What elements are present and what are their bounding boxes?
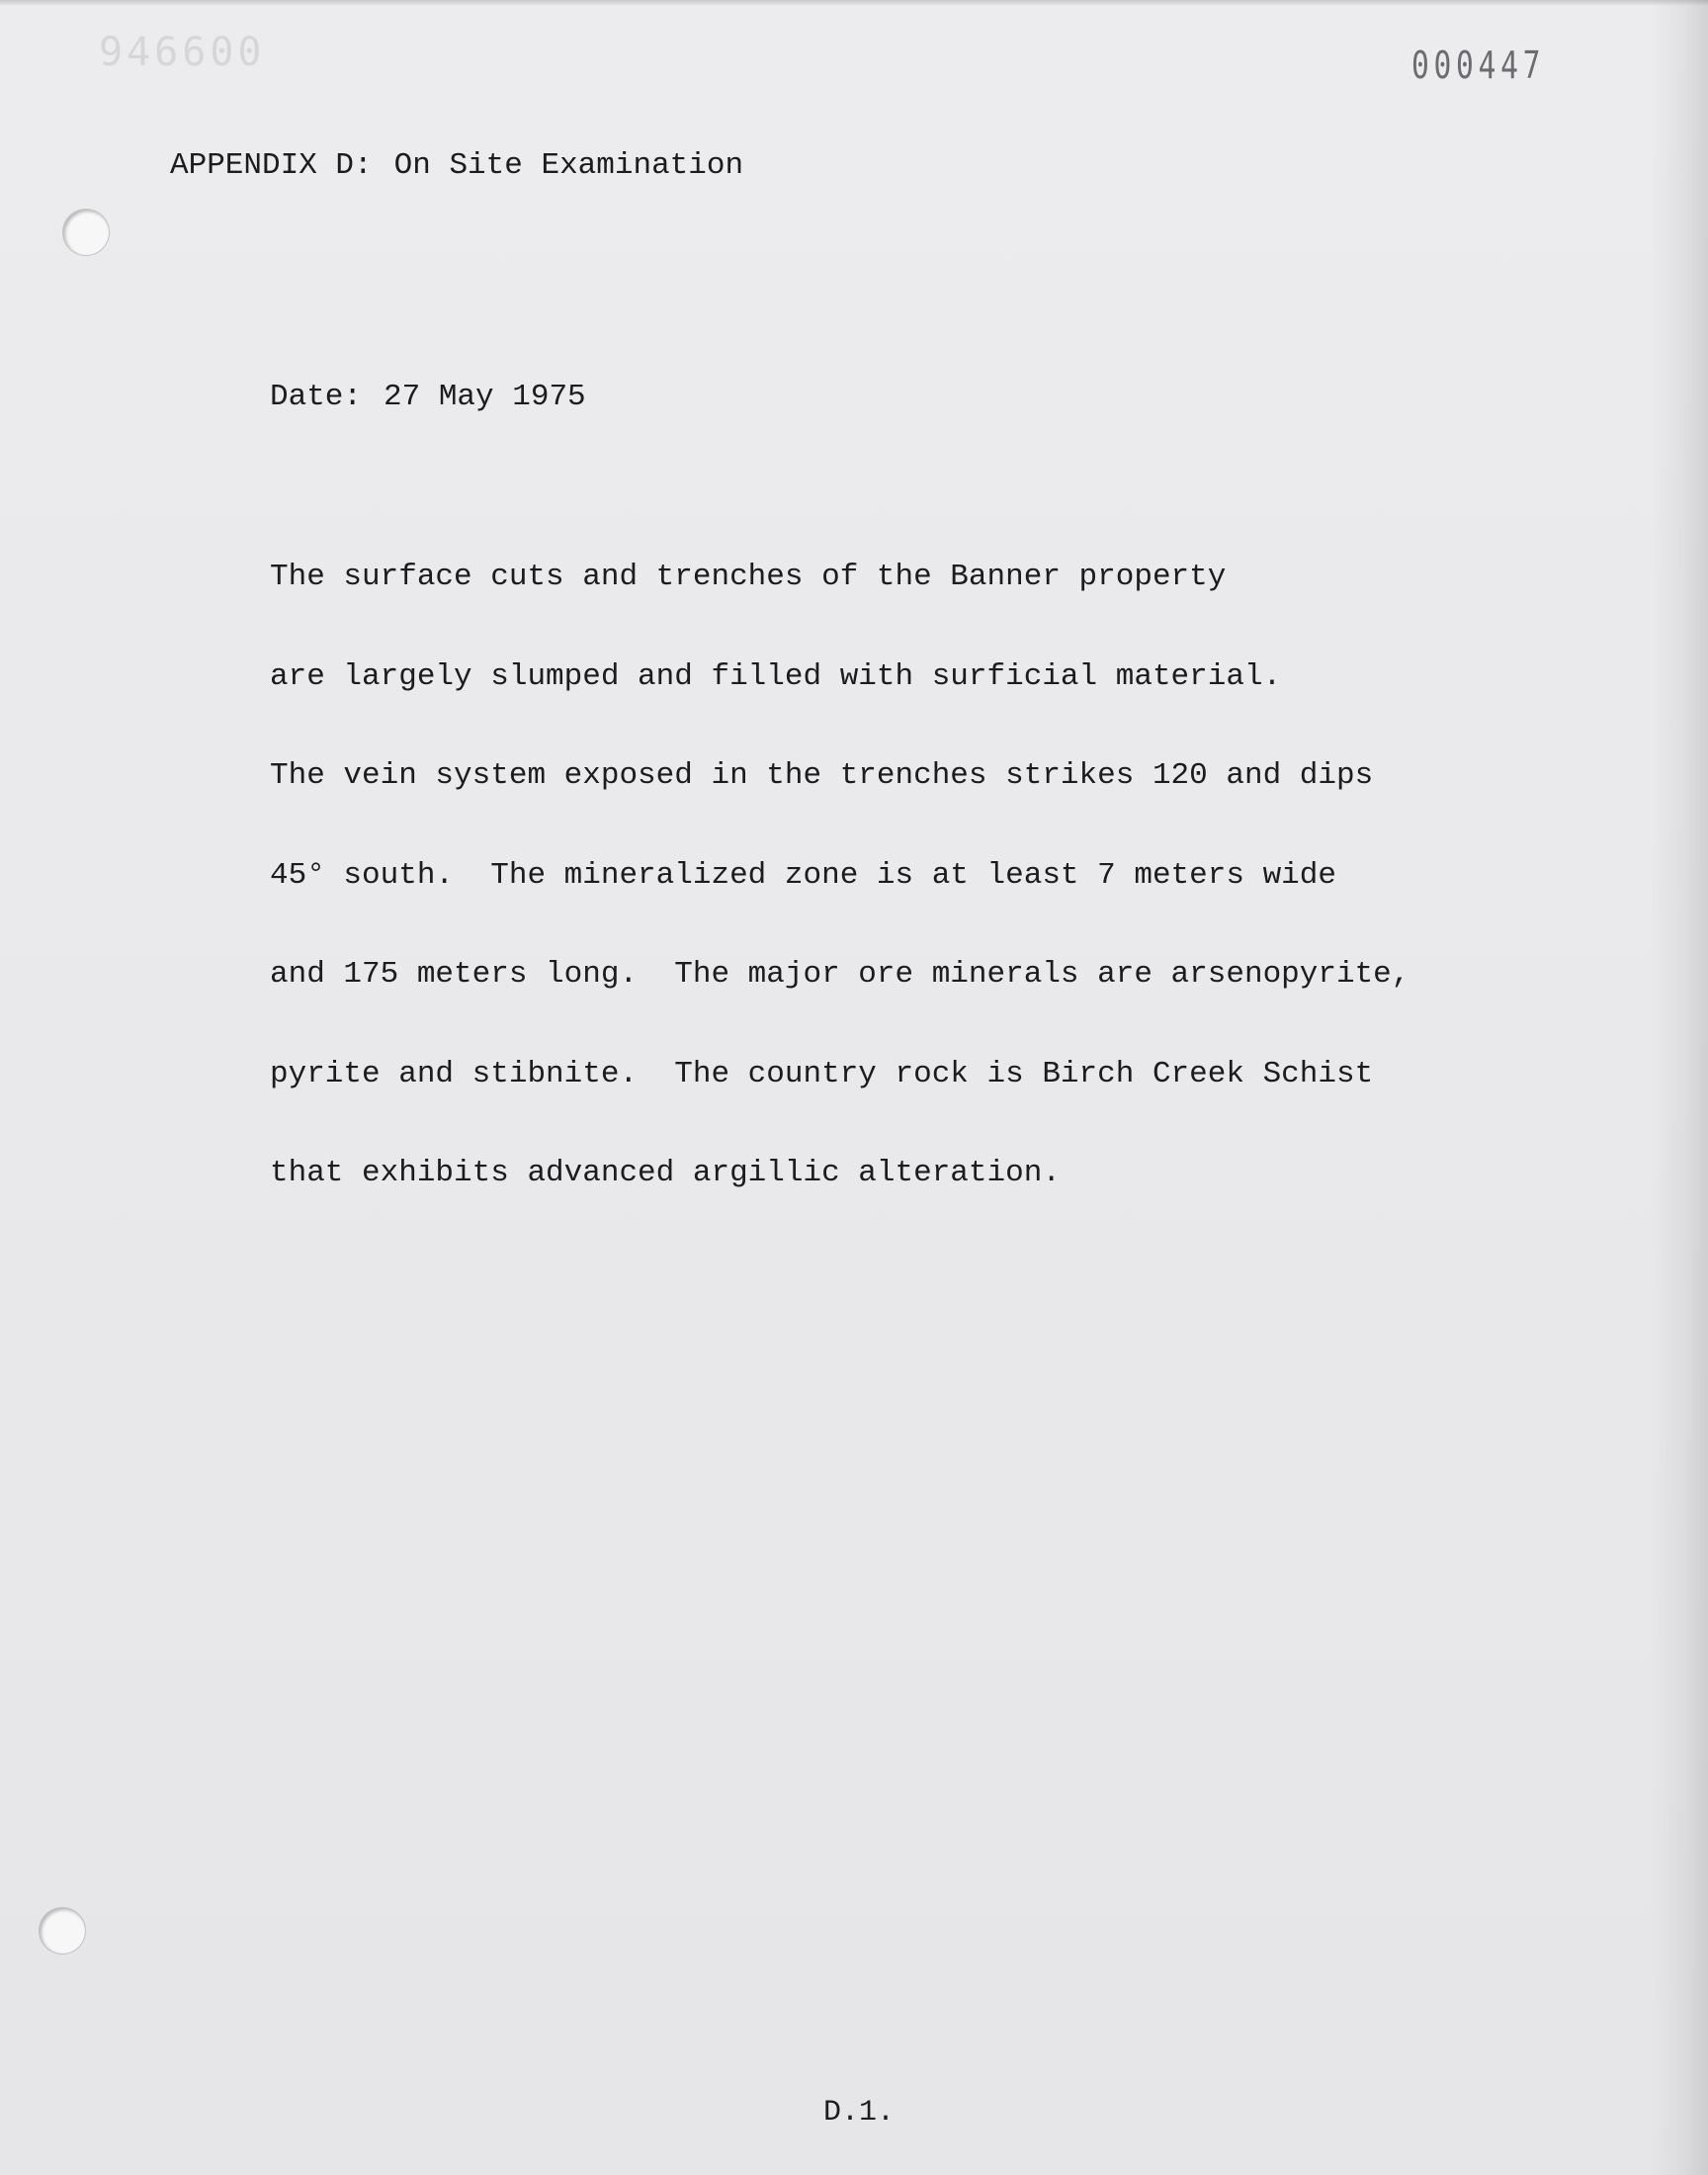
body-line: are largely slumped and filled with surficial material.: [270, 658, 1282, 694]
date-line: [270, 380, 586, 414]
scan-top-edge: [0, 0, 1708, 6]
body-line: The vein system exposed in the trenches strikes 120 and dips: [270, 758, 1374, 793]
body-line: 45° south. The mineralized zone is at least 7 meters wide: [270, 857, 1336, 893]
appendix-title: On Site Examination: [393, 148, 744, 183]
page-stamp-number: 000447: [1411, 44, 1546, 87]
date-value: 27 May 1975: [384, 380, 586, 414]
scan-right-edge: [1651, 0, 1708, 2175]
appendix-label: APPENDIX D:: [170, 148, 373, 183]
faint-bleedthrough-number: 946600: [99, 30, 266, 75]
body-line: The surface cuts and trenches of the Banner property: [270, 560, 1227, 594]
punch-hole-bottom: [40, 1908, 85, 1954]
page-number: D.1.: [823, 2096, 896, 2130]
punch-hole-top: [63, 210, 109, 255]
body-line: pyrite and stibnite. The country rock is Birch Creek Schist: [270, 1056, 1374, 1091]
body-line: and 175 meters long. The major ore minerals are arsenopyrite,: [270, 957, 1410, 992]
appendix-heading: [170, 148, 743, 183]
date-label: Date:: [270, 380, 363, 414]
body-paragraph: [270, 494, 1535, 1257]
body-line: that exhibits advanced argillic alteration.: [270, 1156, 1061, 1190]
